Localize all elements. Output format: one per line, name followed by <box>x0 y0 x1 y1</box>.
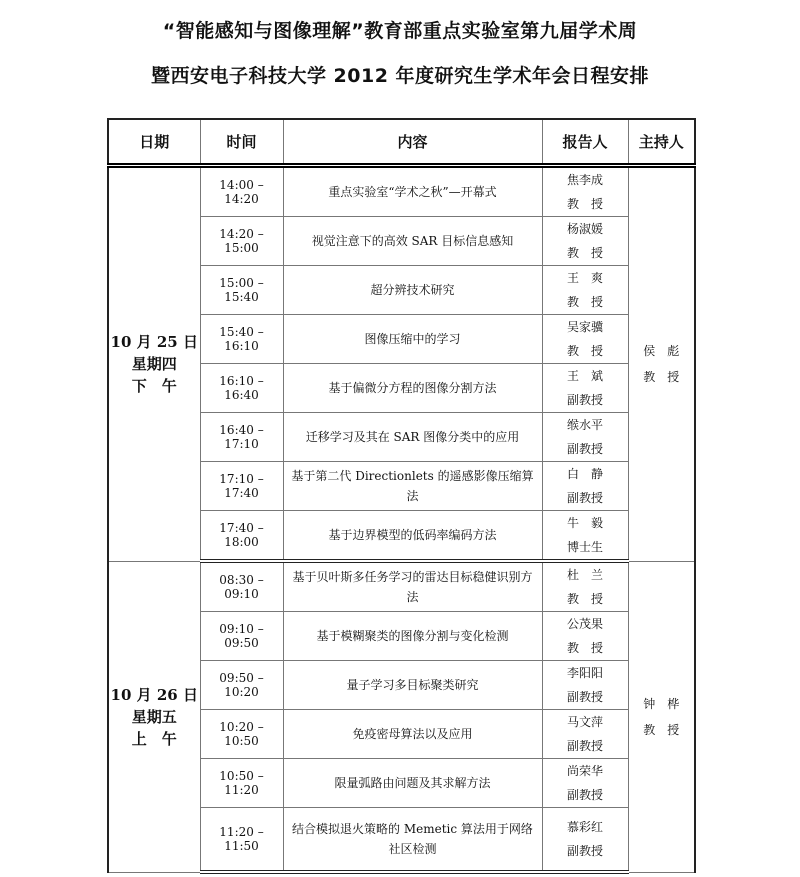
document-title-line-1: “智能感知与图像理解”教育部重点实验室第九届学术周 <box>162 20 638 42</box>
content-cell: 结合模拟退火策略的 Memetic 算法用于网络社区检测 <box>283 808 542 873</box>
speaker-cell <box>542 612 628 661</box>
host-name: 侯 彪 <box>643 344 680 359</box>
speaker-cell <box>542 413 628 462</box>
header-time: 时间 <box>200 119 283 166</box>
speaker-name: 牛 毅 <box>566 516 603 530</box>
speaker-name: 公茂果 <box>566 617 603 631</box>
header-host: 主持人 <box>628 119 695 166</box>
speaker-name: 李阳阳 <box>566 666 603 680</box>
table-row <box>108 166 695 217</box>
period: 下 午 <box>131 377 177 396</box>
speaker-cell <box>542 710 628 759</box>
host-cell <box>628 561 695 872</box>
speaker-name: 吴家骥 <box>566 320 603 334</box>
content-cell: 基于模糊聚类的图像分割与变化检测 <box>283 612 542 661</box>
time-cell: 15:00 – 15:40 <box>200 266 283 315</box>
speaker-cell <box>542 511 628 562</box>
table-row <box>108 561 695 612</box>
speaker-cell <box>542 217 628 266</box>
content-cell: 基于贝叶斯多任务学习的雷达目标稳健识别方法 <box>283 561 542 612</box>
speaker-title: 副教授 <box>566 690 603 704</box>
time-cell: 10:50 – 11:20 <box>200 759 283 808</box>
speaker-cell <box>542 462 628 511</box>
content-cell: 基于偏微分方程的图像分割方法 <box>283 364 542 413</box>
header-speaker: 报告人 <box>542 119 628 166</box>
speaker-title: 副教授 <box>566 844 603 858</box>
time-cell: 14:00 – 14:20 <box>200 166 283 217</box>
schedule-table <box>107 118 696 874</box>
header-date: 日期 <box>108 119 200 166</box>
content-cell: 量子学习多目标聚类研究 <box>283 661 542 710</box>
speaker-name: 马文萍 <box>566 715 603 729</box>
date: 10 月 26 日 <box>110 685 198 704</box>
time-cell: 17:40 – 18:00 <box>200 511 283 562</box>
speaker-name: 慕彩红 <box>566 820 603 834</box>
speaker-title: 教 授 <box>566 246 603 260</box>
speaker-cell <box>542 661 628 710</box>
host-name: 钟 桦 <box>643 696 680 711</box>
speaker-title: 教 授 <box>566 344 603 358</box>
speaker-name: 缑水平 <box>566 418 603 432</box>
speaker-name: 尚荣华 <box>566 764 603 778</box>
content-cell: 限量弧路由问题及其求解方法 <box>283 759 542 808</box>
period: 上 午 <box>131 729 177 748</box>
speaker-title: 副教授 <box>566 442 603 456</box>
host-title: 教 授 <box>643 722 680 737</box>
time-cell: 09:50 – 10:20 <box>200 661 283 710</box>
speaker-title: 教 授 <box>566 641 603 655</box>
speaker-title: 博士生 <box>566 540 603 554</box>
weekday: 星期五 <box>131 707 177 726</box>
content-cell: 基于边界模型的低码率编码方法 <box>283 511 542 562</box>
content-cell: 视觉注意下的高效 SAR 目标信息感知 <box>283 217 542 266</box>
time-cell: 17:10 – 17:40 <box>200 462 283 511</box>
content-cell: 重点实验室“学术之秋”—开幕式 <box>283 166 542 217</box>
speaker-title: 教 授 <box>566 295 603 309</box>
header-row <box>108 119 695 166</box>
document-title-line-2: 暨西安电子科技大学 2012 年度研究生学术年会日程安排 <box>150 65 650 87</box>
speaker-title: 教 授 <box>566 197 603 211</box>
content-cell: 基于第二代 Directionlets 的遥感影像压缩算法 <box>283 462 542 511</box>
host-cell <box>628 166 695 562</box>
time-cell: 14:20 – 15:00 <box>200 217 283 266</box>
weekday: 星期四 <box>131 355 177 374</box>
speaker-name: 焦李成 <box>566 173 603 187</box>
speaker-name: 杜 兰 <box>566 568 603 582</box>
time-cell: 09:10 – 09:50 <box>200 612 283 661</box>
speaker-cell <box>542 808 628 873</box>
speaker-title: 副教授 <box>566 393 603 407</box>
date-cell <box>108 166 200 562</box>
speaker-cell <box>542 364 628 413</box>
content-cell: 超分辨技术研究 <box>283 266 542 315</box>
speaker-cell <box>542 561 628 612</box>
time-cell: 08:30 – 09:10 <box>200 561 283 612</box>
time-cell: 15:40 – 16:10 <box>200 315 283 364</box>
speaker-title: 副教授 <box>566 491 603 505</box>
time-cell: 11:20 – 11:50 <box>200 808 283 873</box>
speaker-name: 白 静 <box>566 467 603 481</box>
content-cell: 图像压缩中的学习 <box>283 315 542 364</box>
time-cell: 16:40 – 17:10 <box>200 413 283 462</box>
speaker-name: 王 斌 <box>566 369 603 383</box>
host-title: 教 授 <box>643 370 680 385</box>
speaker-name: 王 爽 <box>566 271 603 285</box>
speaker-title: 副教授 <box>566 788 603 802</box>
speaker-title: 教 授 <box>566 592 603 606</box>
speaker-cell <box>542 315 628 364</box>
speaker-cell <box>542 166 628 217</box>
speaker-name: 杨淑媛 <box>566 222 603 236</box>
date: 10 月 25 日 <box>110 333 198 352</box>
speaker-title: 副教授 <box>566 739 603 753</box>
time-cell: 10:20 – 10:50 <box>200 710 283 759</box>
speaker-cell <box>542 759 628 808</box>
time-cell: 16:10 – 16:40 <box>200 364 283 413</box>
speaker-cell <box>542 266 628 315</box>
content-cell: 免疫密母算法以及应用 <box>283 710 542 759</box>
date-cell <box>108 561 200 872</box>
content-cell: 迁移学习及其在 SAR 图像分类中的应用 <box>283 413 542 462</box>
header-content: 内容 <box>283 119 542 166</box>
